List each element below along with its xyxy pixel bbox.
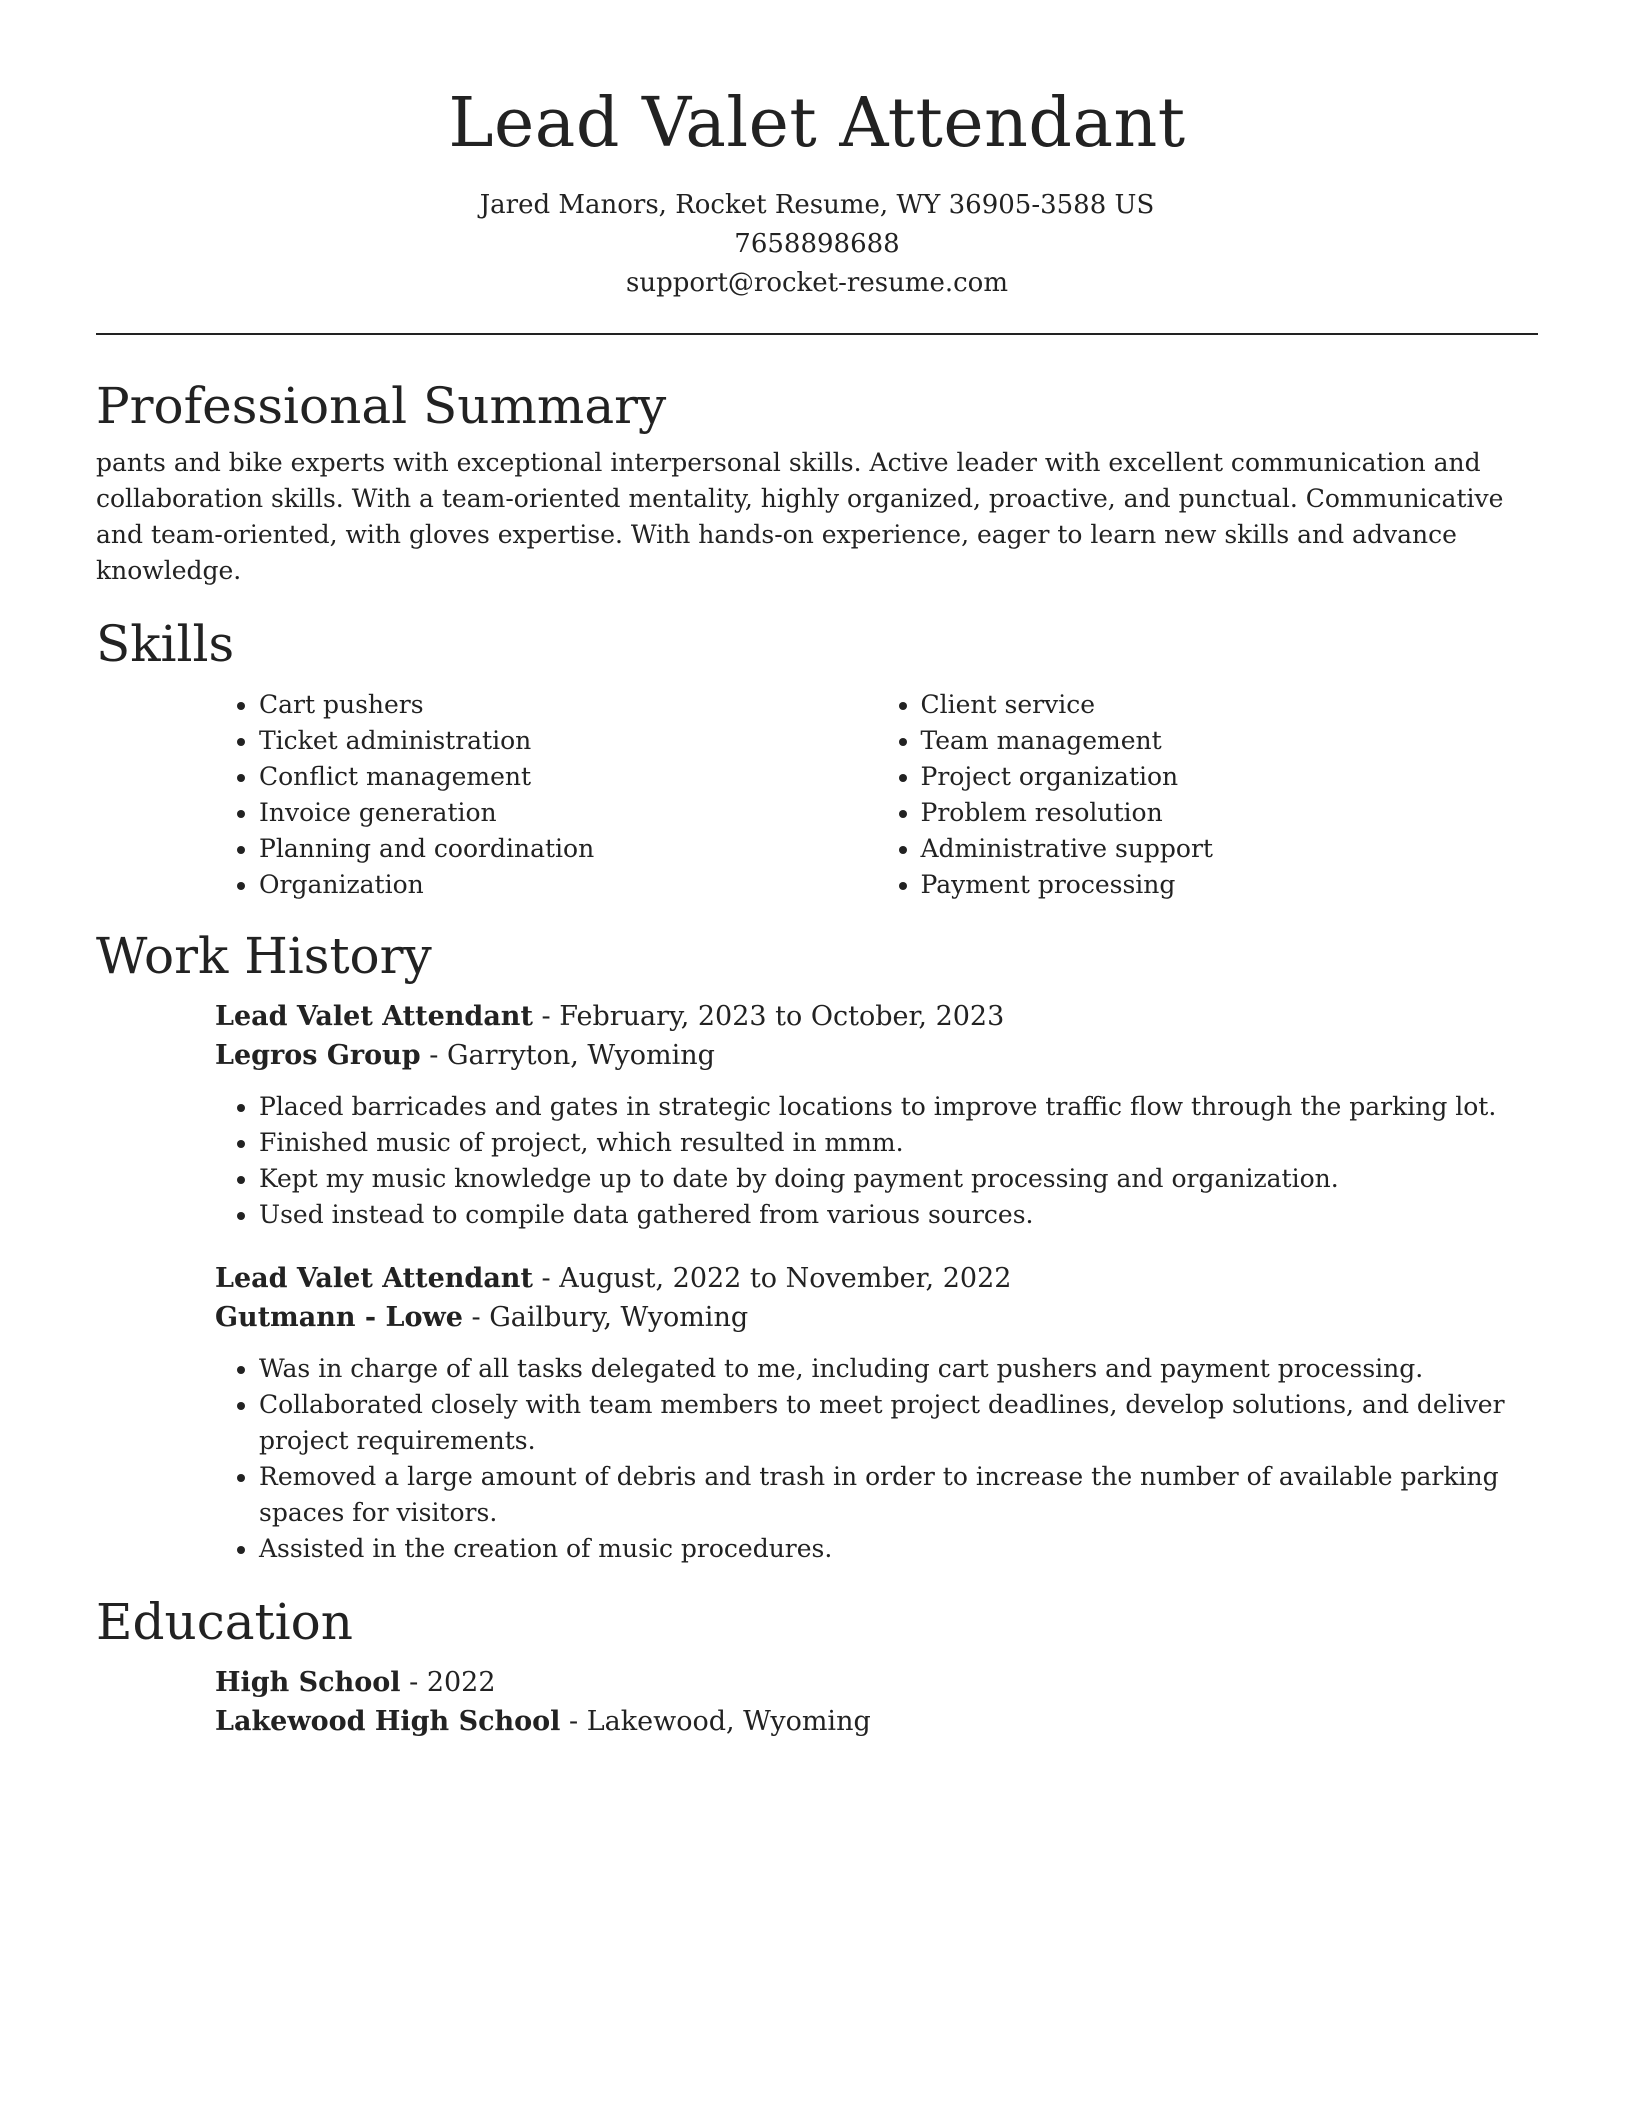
address: Jared Manors, Rocket Resume, WY 36905-3588 US (479, 190, 1155, 220)
summary-title: Professional Summary (96, 377, 667, 435)
skill-item: • Team management (921, 723, 1539, 759)
job-company: Gutmann - Lowe (215, 1302, 463, 1333)
email: support@rocket-resume.com (625, 268, 1008, 298)
skill-item: • Client service (921, 687, 1539, 723)
graduation-year: - 2022 (400, 1667, 496, 1698)
job-dates: - February, 2023 to October, 2023 (532, 1001, 1005, 1032)
skills-section (96, 611, 1538, 903)
degree: High School (215, 1667, 401, 1698)
skills-list-right (877, 687, 1539, 903)
skill-item: • Planning and coordination (259, 831, 877, 867)
job-title-line (215, 1259, 1538, 1298)
school-name: Lakewood High School (215, 1706, 561, 1737)
job-bullet: • Assisted in the creation of music procedures. (259, 1531, 1538, 1567)
skill-item: • Cart pushers (259, 687, 877, 723)
skill-item: • Conflict management (259, 759, 877, 795)
skills-list-left (215, 687, 877, 903)
work-title: Work History (96, 927, 432, 985)
summary-text: pants and bike experts with exceptional interpersonal skills. Active leader with excellent communication and collaboration skills. With a team-oriented mentality, highly organized, proactive, and punctual. Communicative and team-oriented, with gloves expertise. With hands-on experience, eager to learn new skills and advance knowledge. (96, 448, 1504, 585)
skills-grid (215, 687, 1538, 903)
job-bullet: • Finished music of project, which resulted in mmm. (259, 1125, 1538, 1161)
job-bullet: • Collaborated closely with team members to meet project deadlines, develop solutions, and deliver project requirements. (259, 1387, 1538, 1459)
job-bullet: • Used instead to compile data gathered from various sources. (259, 1197, 1538, 1233)
job-company-line (215, 1298, 1538, 1337)
education-section (96, 1589, 1538, 1741)
candidate-name: Lead Valet Attendant (448, 84, 1186, 163)
degree-line (215, 1663, 1538, 1702)
work-section (96, 923, 1538, 1567)
job-title-line (215, 997, 1538, 1036)
summary-section (96, 373, 1538, 589)
phone: 7658898688 (734, 229, 900, 259)
skill-item: • Invoice generation (259, 795, 877, 831)
job-bullet: • Removed a large amount of debris and trash in order to increase the number of available parking spaces for visitors. (259, 1459, 1538, 1531)
school-location: - Lakewood, Wyoming (560, 1706, 871, 1737)
job-bullets (215, 1089, 1538, 1233)
skill-item: • Project organization (921, 759, 1539, 795)
job-bullet: • Placed barricades and gates in strategic locations to improve traffic flow through the parking lot. (259, 1089, 1538, 1125)
skill-item: • Payment processing (921, 867, 1539, 903)
job-bullet: • Kept my music knowledge up to date by doing payment processing and organization. (259, 1161, 1538, 1197)
education-title: Education (96, 1593, 353, 1651)
job-entry (215, 997, 1538, 1233)
job-role: Lead Valet Attendant (215, 1001, 533, 1032)
contact-block (96, 186, 1538, 303)
job-location: - Gailbury, Wyoming (462, 1302, 749, 1333)
resume-page (96, 0, 1538, 1741)
skill-item: • Organization (259, 867, 877, 903)
job-company: Legros Group (215, 1040, 421, 1071)
header-divider (96, 333, 1538, 335)
skills-title: Skills (96, 615, 235, 673)
job-bullet: • Was in charge of all tasks delegated to me, including cart pushers and payment processing. (259, 1351, 1538, 1387)
job-company-line (215, 1036, 1538, 1075)
skill-item: • Administrative support (921, 831, 1539, 867)
education-entry (215, 1663, 1538, 1741)
job-bullets (215, 1351, 1538, 1567)
resume-header (96, 0, 1538, 303)
job-location: - Garryton, Wyoming (420, 1040, 715, 1071)
skill-item: • Problem resolution (921, 795, 1539, 831)
job-entry (215, 1259, 1538, 1567)
job-role: Lead Valet Attendant (215, 1263, 533, 1294)
skill-item: • Ticket administration (259, 723, 877, 759)
job-dates: - August, 2022 to November, 2022 (532, 1263, 1012, 1294)
school-line (215, 1702, 1538, 1741)
